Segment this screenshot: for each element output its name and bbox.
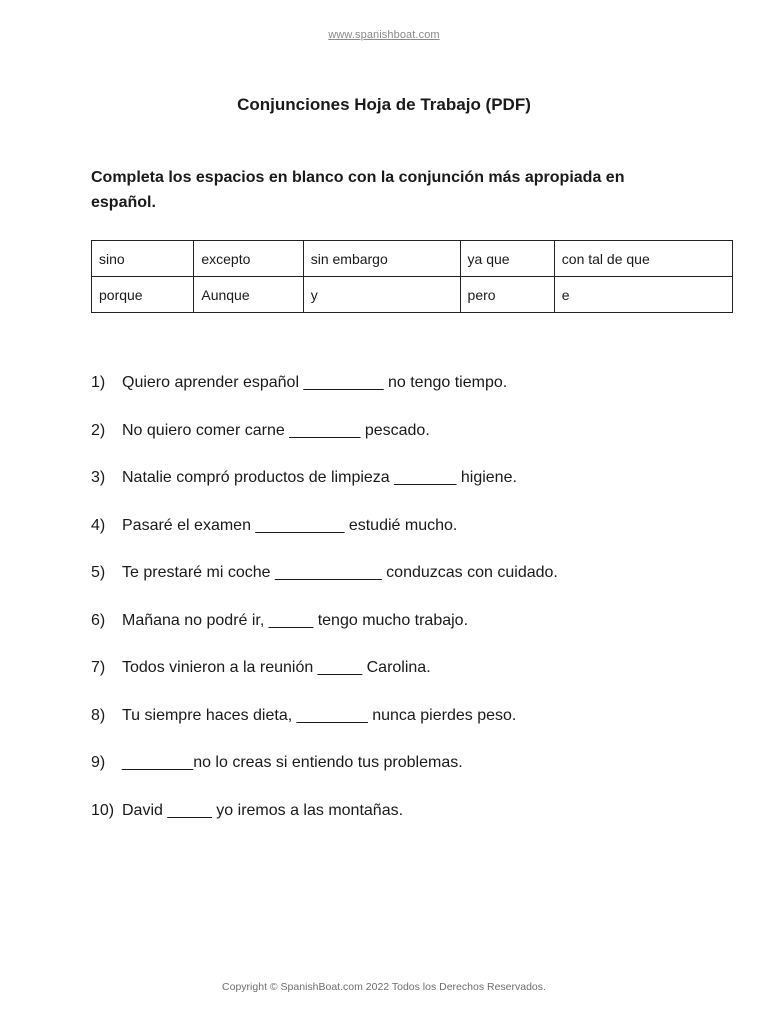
site-link[interactable]: www.spanishboat.com	[328, 29, 440, 41]
word-bank-cell: sin embargo	[303, 241, 460, 277]
copyright-footer: Copyright © SpanishBoat.com 2022 Todos los Derechos Reservados.	[222, 981, 546, 993]
word-bank-cell: sino	[92, 241, 194, 277]
question-number: 7)	[91, 659, 106, 676]
word-bank-row	[92, 277, 733, 313]
question-item	[91, 561, 711, 609]
word-bank-cell: Aunque	[194, 277, 303, 313]
question-number: 3)	[91, 469, 106, 486]
word-bank-cell: ya que	[460, 241, 554, 277]
question-number: 6)	[91, 611, 106, 629]
question-text: Quiero aprender español _________ no tengo tiempo.	[122, 374, 508, 391]
question-number: 9)	[91, 754, 106, 771]
instructions: Completa los espacios en blanco con la conjunción más apropiada en español.	[91, 169, 625, 211]
word-bank-cell: excepto	[194, 241, 303, 277]
question-text: David _____ yo iremos a las montañas.	[122, 801, 404, 819]
question-item	[91, 466, 711, 514]
question-number: 8)	[91, 706, 106, 724]
word-bank-row	[92, 241, 733, 277]
question-text: ________no lo creas si entiendo tus problemas.	[122, 754, 463, 771]
question-item	[91, 751, 711, 799]
question-text: Todos vinieron a la reunión _____ Carolina.	[122, 659, 431, 676]
word-bank-cell: porque	[92, 277, 194, 313]
word-bank-table	[91, 240, 733, 313]
question-number: 2)	[91, 421, 106, 439]
page-title: Conjunciones Hoja de Trabajo (PDF)	[237, 95, 531, 114]
word-bank-cell: pero	[460, 277, 554, 313]
question-item	[91, 799, 711, 847]
question-item	[91, 656, 711, 704]
question-number: 10)	[91, 801, 115, 819]
question-number: 1)	[91, 374, 106, 391]
question-text: Te prestaré mi coche ____________ conduzcas con cuidado.	[122, 564, 558, 581]
word-bank-cell: con tal de que	[554, 241, 732, 277]
word-bank-cell: y	[303, 277, 460, 313]
question-item	[91, 609, 711, 657]
question-item	[91, 704, 711, 752]
question-text: Pasaré el examen __________ estudié mucho.	[122, 516, 458, 534]
question-number: 5)	[91, 564, 106, 581]
question-text: Tu siempre haces dieta, ________ nunca pierdes peso.	[122, 706, 517, 724]
question-list	[91, 371, 711, 846]
question-item	[91, 514, 711, 562]
word-bank-cell: e	[554, 277, 732, 313]
question-item	[91, 419, 711, 467]
question-item	[91, 371, 711, 419]
question-number: 4)	[91, 516, 106, 534]
question-text: Natalie compró productos de limpieza _______ higiene.	[122, 469, 517, 486]
question-text: No quiero comer carne ________ pescado.	[122, 421, 430, 439]
question-text: Mañana no podré ir, _____ tengo mucho trabajo.	[122, 611, 469, 629]
